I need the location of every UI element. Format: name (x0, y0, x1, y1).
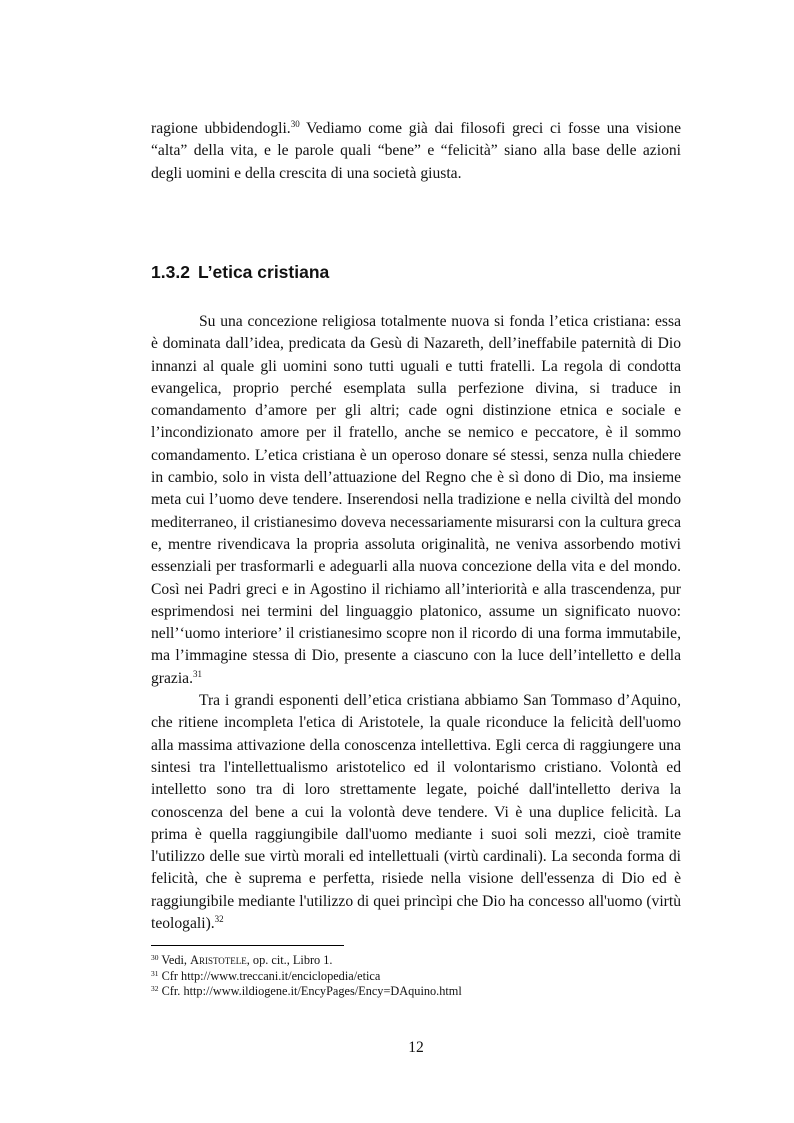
intro-text-end: Vediamo come già dai filosofi greci ci fosse una visione “alta” della vita, e le parole quali “bene” e “felicità” siano alla base delle azioni degli uomini e della crescita di una società giusta. (151, 120, 682, 182)
section-title: L’etica cristiana (197, 262, 330, 282)
intro-paragraph (151, 118, 681, 185)
footnote-ref-32[interactable]: 32 (214, 914, 224, 925)
footnote-30 (151, 953, 681, 969)
footnote-ref-31[interactable]: 31 (192, 668, 202, 679)
paragraph-tommaso (151, 690, 681, 935)
footnote-link[interactable]: Cfr. http://www.ildiogene.it/EncyPages/Ency=DAquino.html (161, 984, 462, 998)
page-number: 12 (408, 1039, 424, 1056)
footnote-number: 31 (151, 968, 159, 978)
footnote-32 (151, 984, 681, 1000)
footnote-text-end: , op. cit., Libro 1. (246, 953, 333, 967)
footnotes (151, 953, 681, 1000)
footnote-ref-30[interactable]: 30 (290, 119, 300, 129)
footnote-text: Vedi, (161, 953, 191, 967)
intro-text-start: ragione ubbidendogli. (151, 120, 291, 137)
section-body (151, 311, 681, 935)
paragraph1-text: Su una concezione religiosa totalmente nuova si fonda l’etica cristiana: essa è dominata dall’idea, predicata da Gesù di Nazareth, dell’ineffabile paternità di Dio innanzi al quale gli uomini sono tutti uguali e tutti fratelli. La regola di condotta evangelica, proprio perché esemplata sulla perfezione divina, si traduce in comandamento d’amore per gli altri; cade ogni distinzione etnica e sociale e l’incondizionato amore per il fratello, anche se nemico e peccatore, è il sommo comandamento. L’etica cristiana è un operoso donare sé stessi, senza nulla chiedere in cambio, solo in vista dell’attuazione del Regno che è sì dono di Dio, ma insieme meta cui l’uomo deve tendere. Inserendosi nella tradizione e nella civiltà del mondo mediterraneo, il cristianesimo doveva necessariamente misurarsi con la cultura greca e, mentre rivendicava la propria assoluta originalità, ne veniva assorbendo motivi essenziali per trasformarli e adeguarli alla nuova concezione della vita e del mondo. Così nei Padri greci e in Agostino il richiamo all’interiorità e alla trascendenza, pur esprimendosi nei termini del linguaggio platonico, assume un significato nuovo: nell’‘uomo interiore’ il cristianesimo scopre non il ricordo di una forma immutabile, ma l’immagine stessa di Dio, presente a ciascuno con la luce dell’intelletto e della grazia. (151, 313, 681, 687)
footnote-author: Aristotele (190, 953, 247, 967)
paragraph2-text: Tra i grandi esponenti dell’etica cristiana abbiamo San Tommaso d’Aquino, che ritiene incompleta l'etica di Aristotele, la quale riconduce la felicità dell'uomo alla massima attivazione della conoscenza intellettiva. Egli cerca di raggiungere una sintesi tra l'intellettualismo aristotelico ed il volontarismo cristiano. Volontà ed intelletto sono tra di loro strettamente legate, poiché dall'intelletto deriva la conoscenza del bene a cui la volontà deve tendere. Vi è una duplice felicità. La prima è quella raggiungibile dall'uomo mediante i suoi soli mezzi, cioè tramite l'utilizzo delle sue virtù morali ed intellettuali (virtù cardinali). La seconda forma di felicità, che è suprema e perfetta, risiede nella visione dell'essenza di Dio ed è raggiungibile mediante l'utilizzo di quei princìpi che Dio ha concesso all'uomo (virtù teologali). (151, 692, 681, 933)
footnote-number: 30 (151, 953, 159, 962)
footnote-31 (151, 969, 681, 985)
section-heading (151, 262, 329, 283)
footnote-number: 32 (151, 984, 159, 993)
footnote-separator (151, 945, 344, 946)
footnote-link[interactable]: Cfr http://www.treccani.it/enciclopedia/etica (161, 968, 381, 983)
paragraph-etica-cristiana (151, 311, 681, 690)
section-number: 1.3.2 (151, 262, 190, 282)
